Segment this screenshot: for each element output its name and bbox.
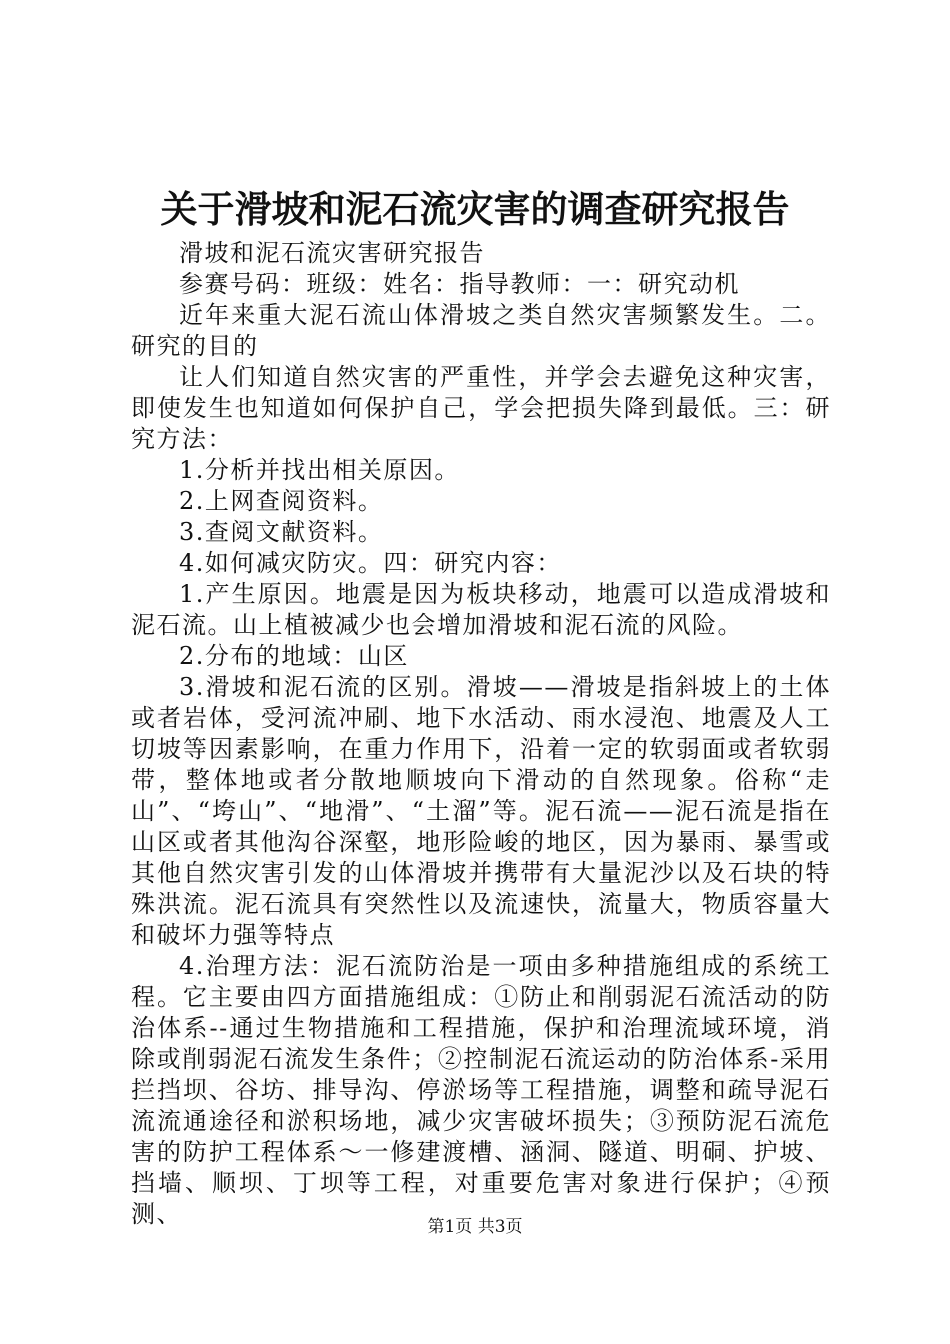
paragraph: 近年来重大泥石流山体滑坡之类自然灾害频繁发生。二。研究的目的 [131,301,831,360]
paragraph: 2.分布的地域：山区 [179,642,409,670]
paragraph: 3.查阅文献资料。 [179,518,384,546]
paragraph: 滑坡和泥石流灾害研究报告 [179,239,485,267]
paragraph: 4.如何减灾防灾。四：研究内容： [179,549,562,577]
paragraph: 2.上网查阅资料。 [179,487,384,515]
paragraph: 参赛号码：班级：姓名：指导教师：一：研究动机 [179,270,740,298]
document-body [131,238,831,1230]
paragraph: 4.治理方法：泥石流防治是一项由多种措施组成的系统工程。它主要由四方面措施组成：①防止和削弱泥石流活动的防治体系--通过生物措施和工程措施，保护和治理流域环境，消除或削弱泥石流发生条件；②控制泥石流运动的防治体系-采用拦挡坝、谷坊、排导沟、停淤场等工程措施，调整和疏导泥石流流通途径和淤积场地，减少灾害破坏损失；③预防泥石流危害的防护工程体系～一修建渡槽、涵洞、隧道、明硐、护坡、挡墙、顺坝、丁坝等工程，对重要危害对象进行保护；④预测、 [131,952,831,1228]
paragraph: 1.产生原因。地震是因为板块移动，地震可以造成滑坡和泥石流。山上植被减少也会增加滑坡和泥石流的风险。 [131,580,831,639]
document-title: 关于滑坡和泥石流灾害的调查研究报告 [160,187,790,231]
paragraph: 让人们知道自然灾害的严重性，并学会去避免这种灾害，即使发生也知道如何保护自己，学会把损失降到最低。三：研究方法： [131,363,831,453]
paragraph: 1.分析并找出相关原因。 [179,456,460,484]
page-footer: 第1页 共3页 [427,1217,523,1237]
paragraph: 3.滑坡和泥石流的区别。滑坡——滑坡是指斜坡上的土体或者岩体，受河流冲刷、地下水活动、雨水浸泡、地震及人工切坡等因素影响，在重力作用下，沿着一定的软弱面或者软弱带，整体地或者分散地顺坡向下滑动的自然现象。俗称“走山”、“垮山”、“地滑”、“土溜”等。泥石流——泥石流是指在山区或者其他沟谷深壑，地形险峻的地区，因为暴雨、暴雪或其他自然灾害引发的山体滑坡并携带有大量泥沙以及石块的特殊洪流。泥石流具有突然性以及流速快，流量大，物质容量大和破坏力强等特点 [131,673,831,949]
